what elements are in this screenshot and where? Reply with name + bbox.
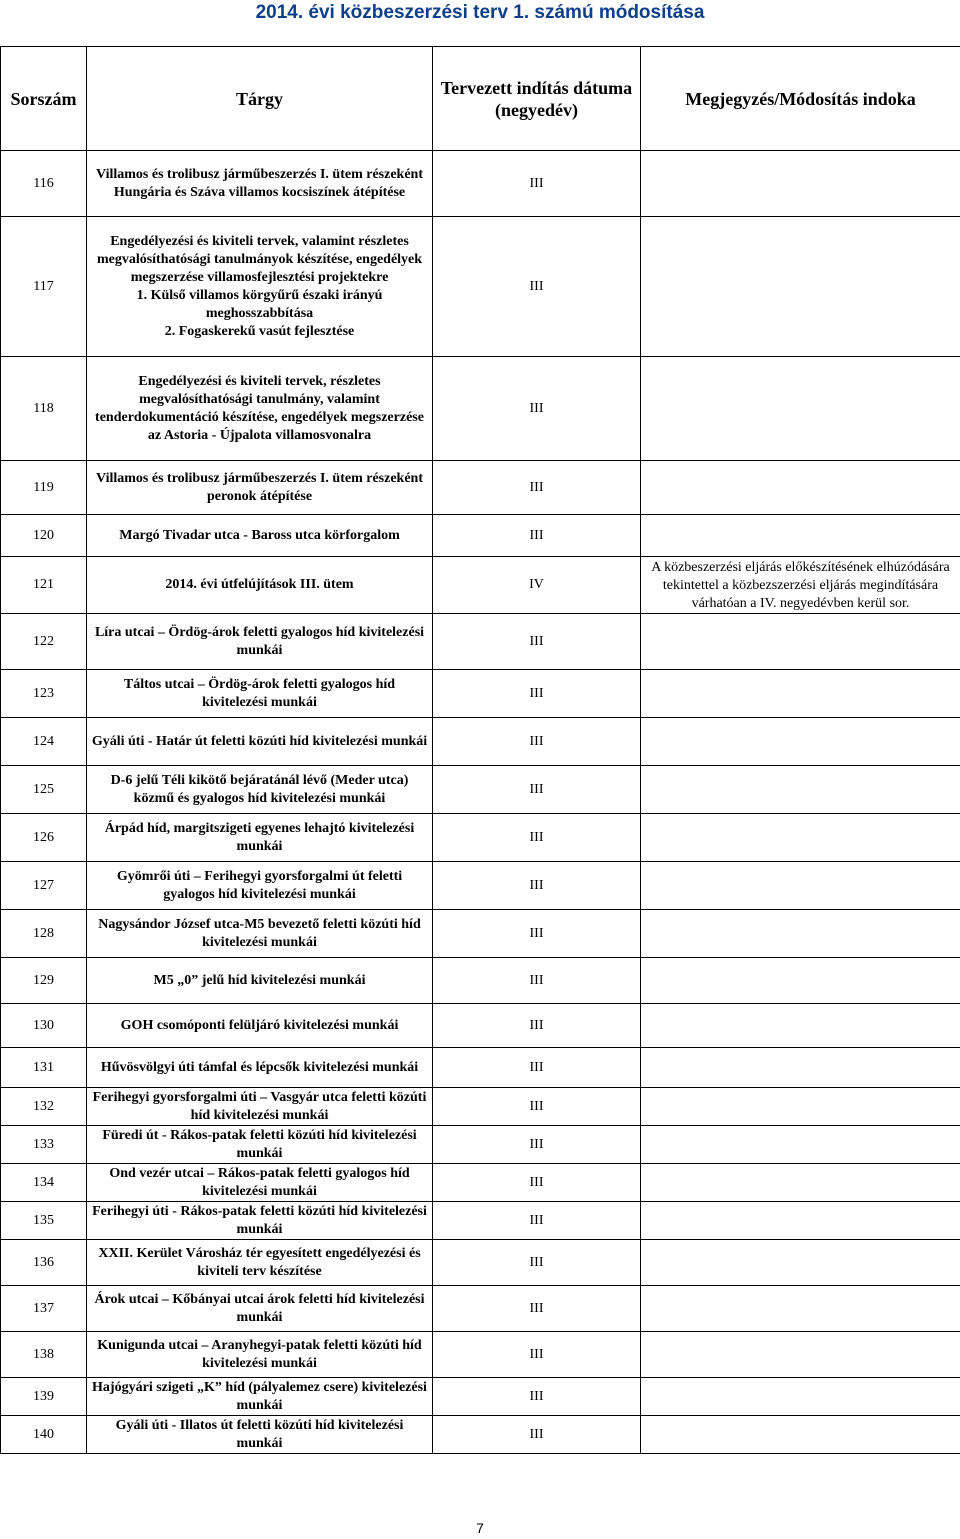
row-number: 125	[1, 766, 87, 814]
row-note	[641, 1004, 960, 1048]
header-row	[1, 47, 960, 151]
row-quarter: III	[433, 1088, 641, 1126]
row-note	[641, 1332, 960, 1378]
row-number: 130	[1, 1004, 87, 1048]
table-row	[1, 766, 960, 814]
row-subject: Gyömrői úti – Ferihegyi gyorsforgalmi út feletti gyalogos híd kivitelezési munkái	[87, 862, 433, 910]
procurement-table	[0, 46, 960, 1454]
row-quarter: III	[433, 515, 641, 557]
row-note	[641, 910, 960, 958]
row-subject: Árok utcai – Kőbányai utcai árok feletti híd kivitelezési munkái	[87, 1286, 433, 1332]
row-note	[641, 670, 960, 718]
row-subject: Hajógyári szigeti „K” híd (pályalemez csere) kivitelezési munkái	[87, 1378, 433, 1416]
row-number: 127	[1, 862, 87, 910]
table-row	[1, 1004, 960, 1048]
row-subject: Engedélyezési és kiviteli tervek, valamint részletes megvalósíthatósági tanulmányok készítése, engedélyek megszerzése villamosfejlesztési projektekre 1. Külső villamos körgyűrű északi irányú meghosszabbítása 2. Fogaskerekű vasút fejlesztése	[87, 217, 433, 357]
row-number: 134	[1, 1164, 87, 1202]
row-number: 123	[1, 670, 87, 718]
row-note	[641, 1378, 960, 1416]
row-subject: Gyáli úti - Illatos út feletti közúti híd kivitelezési munkái	[87, 1416, 433, 1454]
row-note	[641, 1416, 960, 1454]
row-quarter: III	[433, 1126, 641, 1164]
row-number: 120	[1, 515, 87, 557]
row-quarter: III	[433, 1332, 641, 1378]
row-quarter: IV	[433, 557, 641, 614]
table-row	[1, 217, 960, 357]
row-note	[641, 1202, 960, 1240]
row-note	[641, 718, 960, 766]
table-row	[1, 557, 960, 614]
table-row	[1, 862, 960, 910]
row-subject: Ond vezér utcai – Rákos-patak feletti gyalogos híd kivitelezési munkái	[87, 1164, 433, 1202]
table-row	[1, 1048, 960, 1088]
header-date: Tervezett indítás dátuma (negyedév)	[433, 47, 641, 151]
row-quarter: III	[433, 814, 641, 862]
row-number: 131	[1, 1048, 87, 1088]
row-quarter: III	[433, 1164, 641, 1202]
row-subject: Margó Tivadar utca - Baross utca körforgalom	[87, 515, 433, 557]
row-subject: Füredi út - Rákos-patak feletti közúti híd kivitelezési munkái	[87, 1126, 433, 1164]
row-quarter: III	[433, 766, 641, 814]
row-note	[641, 862, 960, 910]
row-quarter: III	[433, 217, 641, 357]
table-row	[1, 958, 960, 1004]
table-row	[1, 1202, 960, 1240]
row-note	[641, 766, 960, 814]
row-quarter: III	[433, 718, 641, 766]
table-row	[1, 814, 960, 862]
row-number: 122	[1, 614, 87, 670]
row-quarter: III	[433, 1416, 641, 1454]
row-note	[641, 1088, 960, 1126]
row-subject: Ferihegyi úti - Rákos-patak feletti közúti híd kivitelezési munkái	[87, 1202, 433, 1240]
row-note	[641, 614, 960, 670]
table-row	[1, 357, 960, 461]
row-number: 137	[1, 1286, 87, 1332]
row-note	[641, 515, 960, 557]
row-subject: XXII. Kerület Városház tér egyesített engedélyezési és kiviteli terv készítése	[87, 1240, 433, 1286]
header-number: Sorszám	[1, 47, 87, 151]
row-number: 121	[1, 557, 87, 614]
table-row	[1, 461, 960, 515]
row-number: 126	[1, 814, 87, 862]
table-row	[1, 1332, 960, 1378]
table-body	[1, 151, 960, 1454]
table-row	[1, 1416, 960, 1454]
table-row	[1, 718, 960, 766]
row-subject: Ferihegyi gyorsforgalmi úti – Vasgyár utca feletti közúti híd kivitelezési munkái	[87, 1088, 433, 1126]
row-subject: Líra utcai – Ördög-árok feletti gyalogos híd kivitelezési munkái	[87, 614, 433, 670]
row-quarter: III	[433, 910, 641, 958]
row-number: 116	[1, 151, 87, 217]
row-number: 118	[1, 357, 87, 461]
row-number: 133	[1, 1126, 87, 1164]
row-number: 119	[1, 461, 87, 515]
header-note: Megjegyzés/Módosítás indoka	[641, 47, 960, 151]
row-subject: Kunigunda utcai – Aranyhegyi-patak feletti közúti híd kivitelezési munkái	[87, 1332, 433, 1378]
row-note	[641, 1048, 960, 1088]
row-subject: Táltos utcai – Ördög-árok feletti gyalogos híd kivitelezési munkái	[87, 670, 433, 718]
row-note: A közbeszerzési eljárás előkészítésének elhúzódására tekintettel a közbezszerzési eljárás megindítására várhatóan a IV. negyedévben kerül sor.	[641, 557, 960, 614]
row-number: 138	[1, 1332, 87, 1378]
row-subject: Nagysándor József utca-M5 bevezető feletti közúti híd kivitelezési munkái	[87, 910, 433, 958]
row-note	[641, 357, 960, 461]
row-note	[641, 1286, 960, 1332]
row-number: 135	[1, 1202, 87, 1240]
row-subject: D-6 jelű Téli kikötő bejáratánál lévő (Meder utca) közmű és gyalogos híd kivitelezési munkái	[87, 766, 433, 814]
row-subject: GOH csomóponti felüljáró kivitelezési munkái	[87, 1004, 433, 1048]
row-subject: M5 „0” jelű híd kivitelezési munkái	[87, 958, 433, 1004]
title-banner	[0, 0, 960, 26]
table-row	[1, 1126, 960, 1164]
row-subject: Hűvösvölgyi úti támfal és lépcsők kivitelezési munkái	[87, 1048, 433, 1088]
row-number: 128	[1, 910, 87, 958]
table-row	[1, 1378, 960, 1416]
row-quarter: III	[433, 461, 641, 515]
page-number: 7	[476, 1520, 484, 1536]
table-row	[1, 670, 960, 718]
row-quarter: III	[433, 1202, 641, 1240]
row-number: 129	[1, 958, 87, 1004]
row-quarter: III	[433, 958, 641, 1004]
table-row	[1, 1088, 960, 1126]
row-number: 139	[1, 1378, 87, 1416]
row-quarter: III	[433, 1286, 641, 1332]
row-number: 132	[1, 1088, 87, 1126]
document-title: 2014. évi közbeszerzési terv 1. számú módosítása	[255, 2, 705, 23]
header-subject: Tárgy	[87, 47, 433, 151]
row-quarter: III	[433, 670, 641, 718]
row-quarter: III	[433, 1240, 641, 1286]
table-row	[1, 614, 960, 670]
row-quarter: III	[433, 1004, 641, 1048]
row-quarter: III	[433, 151, 641, 217]
table-row	[1, 1286, 960, 1332]
row-note	[641, 151, 960, 217]
row-number: 124	[1, 718, 87, 766]
row-note	[641, 1126, 960, 1164]
row-quarter: III	[433, 862, 641, 910]
row-quarter: III	[433, 614, 641, 670]
table-row	[1, 1164, 960, 1202]
table-row	[1, 910, 960, 958]
row-quarter: III	[433, 1378, 641, 1416]
row-number: 140	[1, 1416, 87, 1454]
row-note	[641, 814, 960, 862]
row-note	[641, 1164, 960, 1202]
row-number: 136	[1, 1240, 87, 1286]
row-subject: Villamos és trolibusz járműbeszerzés I. ütem részeként Hungária és Száva villamos kocsiszínek átépítése	[87, 151, 433, 217]
row-note	[641, 958, 960, 1004]
row-subject: Árpád híd, margitszigeti egyenes lehajtó kivitelezési munkái	[87, 814, 433, 862]
row-note	[641, 461, 960, 515]
row-subject: Engedélyezési és kiviteli tervek, részletes megvalósíthatósági tanulmány, valamint tenderdokumentáció készítése, engedélyek megszerzése az Astoria - Újpalota villamosvonalra	[87, 357, 433, 461]
table-row	[1, 1240, 960, 1286]
row-subject: 2014. évi útfelújítások III. ütem	[87, 557, 433, 614]
row-note	[641, 1240, 960, 1286]
row-number: 117	[1, 217, 87, 357]
row-quarter: III	[433, 357, 641, 461]
row-subject: Gyáli úti - Határ út feletti közúti híd kivitelezési munkái	[87, 718, 433, 766]
row-quarter: III	[433, 1048, 641, 1088]
table-row	[1, 515, 960, 557]
row-note	[641, 217, 960, 357]
row-subject: Villamos és trolibusz járműbeszerzés I. ütem részeként peronok átépítése	[87, 461, 433, 515]
table-row	[1, 151, 960, 217]
